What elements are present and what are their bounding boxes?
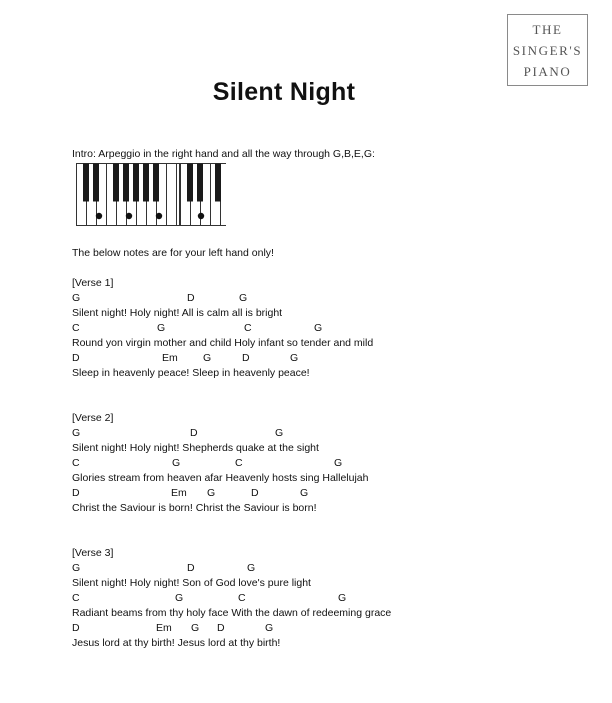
lyric-line: Silent night! Holy night! Shepherds quake at the sight — [72, 442, 319, 454]
chord-symbol: C — [235, 457, 243, 469]
logo-line-3: PIANO — [523, 64, 572, 79]
chord-symbol: C — [72, 592, 80, 604]
chord-symbol: G — [334, 457, 343, 469]
chord-symbol: G — [247, 562, 256, 574]
black-key — [153, 164, 159, 202]
black-key — [197, 164, 203, 202]
chord-symbol: G — [175, 592, 184, 604]
chord-symbol: C — [244, 322, 252, 334]
black-key — [83, 164, 89, 202]
lyric-line: Christ the Saviour is born! Christ the Saviour is born! — [72, 502, 317, 514]
played-note-dot — [126, 213, 132, 219]
chord-symbol: D — [187, 562, 195, 574]
played-note-dot — [96, 213, 102, 219]
logo-line-2: SINGER'S — [512, 43, 583, 58]
black-key — [143, 164, 149, 202]
left-hand-note: The below notes are for your left hand only! — [72, 247, 274, 259]
song-title: Silent Night — [212, 78, 356, 106]
keyboard-diagram — [76, 163, 226, 227]
white-key — [221, 164, 227, 226]
lyric-line: Radiant beams from thy holy face With the dawn of redeeming grace — [72, 607, 392, 619]
played-note-dot — [198, 213, 204, 219]
lyric-line: Silent night! Holy night! All is calm all is bright — [72, 307, 283, 319]
chord-symbol: G — [72, 562, 81, 574]
chord-symbol: Em — [156, 622, 172, 634]
lyric-line: Round yon virgin mother and child Holy infant so tender and mild — [72, 337, 374, 349]
black-key — [123, 164, 129, 202]
chord-symbol: G — [265, 622, 274, 634]
verse-label: [Verse 3] — [72, 547, 114, 559]
chord-symbol: G — [239, 292, 248, 304]
chord-symbol: D — [72, 487, 80, 499]
chord-symbol: G — [314, 322, 323, 334]
chord-symbol: D — [242, 352, 250, 364]
played-note-dot — [156, 213, 162, 219]
chord-symbol: C — [72, 322, 80, 334]
chord-symbol: C — [238, 592, 246, 604]
chord-symbol: G — [290, 352, 299, 364]
chord-symbol: G — [207, 487, 216, 499]
chord-symbol: D — [72, 352, 80, 364]
chord-symbol: D — [187, 292, 195, 304]
keyboard-divider — [177, 164, 180, 226]
singers-piano-logo — [507, 14, 588, 86]
chord-symbol: D — [251, 487, 259, 499]
lyric-line: Silent night! Holy night! Son of God love's pure light — [72, 577, 311, 589]
lyric-line: Sleep in heavenly peace! Sleep in heavenly peace! — [72, 367, 310, 379]
black-key — [133, 164, 139, 202]
verse-label: [Verse 1] — [72, 277, 114, 289]
chord-symbol: G — [338, 592, 347, 604]
chord-symbol: Em — [162, 352, 178, 364]
chord-symbol: D — [72, 622, 80, 634]
lyric-line: Jesus lord at thy birth! Jesus lord at thy birth! — [72, 637, 281, 649]
logo-line-1: THE — [532, 22, 563, 37]
chord-symbol: D — [217, 622, 225, 634]
chord-symbol: G — [72, 292, 81, 304]
chord-symbol: G — [275, 427, 284, 439]
black-key — [113, 164, 119, 202]
chord-symbol: G — [191, 622, 200, 634]
chord-symbol: Em — [171, 487, 187, 499]
chord-symbol: C — [72, 457, 80, 469]
chord-symbol: G — [157, 322, 166, 334]
chord-symbol: G — [203, 352, 212, 364]
white-key — [167, 164, 177, 226]
chord-symbol: G — [172, 457, 181, 469]
lyric-line: Glories stream from heaven afar Heavenly hosts sing Hallelujah — [72, 472, 369, 484]
chord-symbol: D — [190, 427, 198, 439]
black-key — [215, 164, 221, 202]
black-key — [187, 164, 193, 202]
black-key — [93, 164, 99, 202]
intro-text: Intro: Arpeggio in the right hand and all the way through G,B,E,G: — [72, 148, 375, 160]
verse-label: [Verse 2] — [72, 412, 114, 424]
chord-symbol: G — [72, 427, 81, 439]
chord-symbol: G — [300, 487, 309, 499]
